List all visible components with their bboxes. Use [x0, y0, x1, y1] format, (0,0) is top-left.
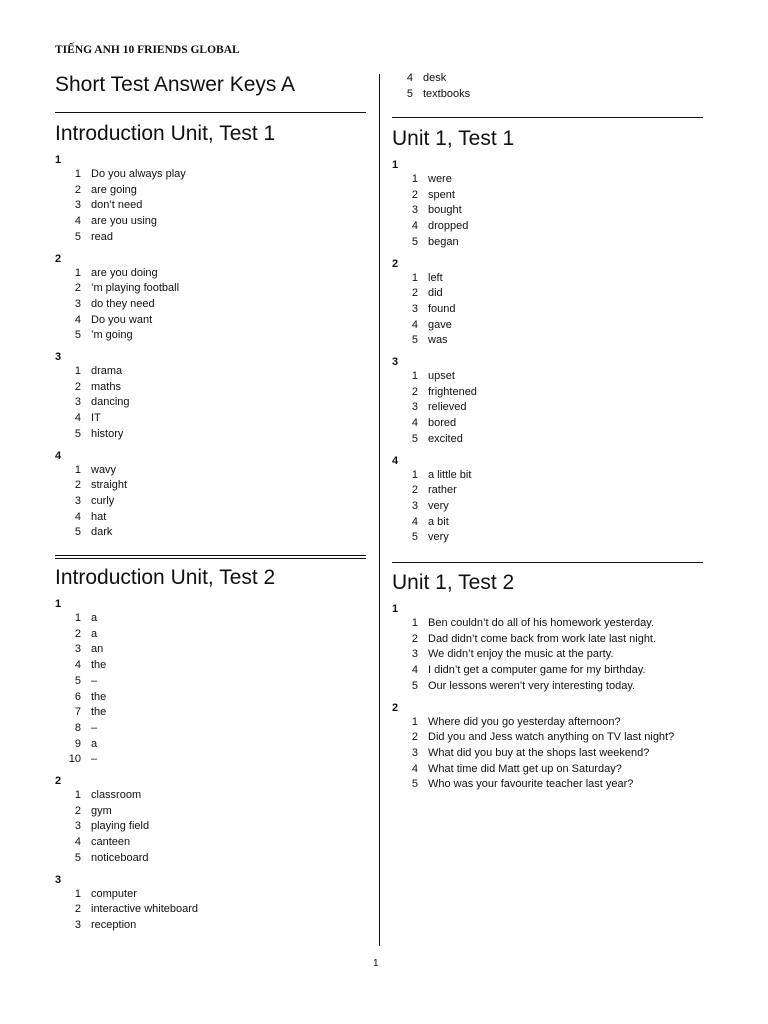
- answer-number: 3: [411, 499, 418, 512]
- answer-item: [392, 762, 674, 778]
- answer-item: [392, 515, 514, 531]
- answer-number: 4: [74, 836, 81, 849]
- answer-item: [392, 416, 514, 432]
- answer-item: [55, 752, 275, 768]
- answer-number: 8: [74, 721, 81, 734]
- answer-text: relieved: [428, 401, 467, 414]
- answer-text: drama: [91, 365, 123, 378]
- answer-text: curly: [91, 494, 115, 507]
- answer-text: maths: [91, 380, 121, 393]
- answer-item: [392, 468, 514, 484]
- answer-item: [55, 737, 275, 753]
- answer-number: 5: [74, 526, 81, 539]
- exercise-number: 1: [392, 603, 399, 615]
- exercise-number: 4: [55, 449, 62, 462]
- answer-number: 3: [74, 820, 81, 833]
- exercise-group: [55, 774, 275, 867]
- answer-item: [392, 302, 514, 318]
- running-header: TIẾNG ANH 10 FRIENDS GLOBAL: [55, 44, 240, 56]
- answer-number: 4: [74, 313, 81, 326]
- exercise-number: 1: [55, 154, 62, 166]
- answer-item: [55, 214, 275, 230]
- answer-item: [392, 203, 514, 219]
- exercise-group: [55, 153, 275, 246]
- answer-item: [55, 525, 275, 541]
- answer-text: textbooks: [423, 87, 471, 100]
- answer-text: ’m playing football: [91, 282, 180, 295]
- answer-item: [55, 183, 275, 199]
- answer-number: 3: [74, 918, 81, 931]
- answer-item: [55, 313, 275, 329]
- answer-item: [392, 746, 674, 762]
- answer-text: noticeboard: [91, 851, 149, 864]
- answer-number: 1: [411, 271, 418, 284]
- answer-text: dancing: [91, 396, 130, 409]
- answer-item: [55, 478, 275, 494]
- answer-number: 1: [74, 168, 81, 180]
- section-divider-rule: [55, 555, 366, 559]
- answer-text: an: [91, 643, 104, 656]
- answer-item: [55, 266, 275, 282]
- answer-item: [55, 819, 275, 835]
- answer-item: [55, 427, 275, 443]
- answer-item: [55, 887, 275, 903]
- exercise-number: 1: [392, 159, 399, 171]
- exercise-group: [392, 158, 514, 251]
- exercise-group: [392, 257, 514, 350]
- answer-number: 1: [74, 266, 81, 279]
- answer-text: Ben couldn’t do all of his homework yesterday.: [428, 617, 655, 629]
- answer-number: 5: [411, 334, 418, 347]
- answer-text: –: [91, 674, 98, 687]
- answer-number: 2: [74, 627, 81, 640]
- answer-text: do they need: [91, 297, 155, 310]
- answer-text: Did you and Jess watch anything on TV last night?: [428, 731, 675, 744]
- answer-number: 4: [411, 417, 418, 430]
- answer-item: [392, 632, 674, 648]
- answer-item: [55, 788, 275, 804]
- answer-item: [55, 463, 275, 479]
- answer-item: [392, 271, 514, 287]
- answer-item: [392, 219, 514, 235]
- exercise-group: [55, 252, 275, 345]
- answer-number: 3: [74, 297, 81, 310]
- exercise-group: [392, 454, 514, 547]
- exercise-number: 3: [392, 356, 399, 369]
- answer-text: dark: [91, 526, 113, 539]
- answer-text: gave: [428, 318, 452, 331]
- exercise-number: 2: [55, 775, 62, 788]
- answer-text: classroom: [91, 789, 142, 802]
- answer-text: playing field: [91, 820, 150, 833]
- answer-item: [55, 851, 275, 867]
- answer-item: [392, 188, 514, 204]
- answer-text: Who was your favourite teacher last year?: [428, 778, 634, 791]
- page-number: 1: [373, 958, 379, 969]
- answer-item: [55, 642, 275, 658]
- answer-text: a: [91, 737, 98, 750]
- answer-number: 3: [411, 401, 418, 414]
- answer-number: 6: [74, 690, 81, 703]
- exercise-group: [392, 355, 514, 448]
- answer-number: 1: [74, 612, 81, 624]
- exercise-number: 2: [392, 701, 399, 714]
- answer-text: I didn’t get a computer game for my birthday.: [428, 664, 646, 677]
- answer-text: gym: [91, 804, 112, 817]
- answer-number: 4: [74, 659, 81, 672]
- answer-number: 4: [74, 412, 81, 425]
- answer-number: 4: [411, 515, 418, 528]
- answer-number: 4: [74, 215, 81, 228]
- answer-text: desk: [423, 72, 447, 84]
- answer-text: Do you always play: [91, 168, 186, 180]
- document-title: Short Test Answer Keys A: [55, 73, 296, 96]
- answer-number: 2: [411, 632, 418, 645]
- answer-number: 1: [74, 463, 81, 476]
- answer-item: [392, 235, 514, 251]
- answer-item: [392, 715, 674, 731]
- answer-text: read: [91, 230, 114, 243]
- answer-number: 5: [74, 427, 81, 440]
- answer-item: [392, 483, 514, 499]
- answer-text: interactive whiteboard: [91, 903, 199, 916]
- answer-item: [387, 87, 470, 103]
- answer-text: canteen: [91, 836, 131, 849]
- answer-text: a: [91, 627, 98, 640]
- answer-text: bought: [428, 204, 462, 217]
- answer-text: a: [91, 612, 98, 624]
- answer-item: [55, 167, 275, 183]
- exercise-number: 3: [55, 351, 62, 364]
- answer-number: 10: [68, 753, 81, 766]
- section-divider-rule-right: [392, 562, 703, 563]
- exercise-number: 4: [392, 454, 399, 467]
- section-title: Unit 1, Test 1: [392, 127, 515, 150]
- answer-text: the: [91, 706, 107, 719]
- answer-text: Our lessons weren’t very interesting today.: [428, 679, 636, 692]
- answer-text: don’t need: [91, 199, 143, 212]
- answer-number: 2: [74, 903, 81, 916]
- answer-text: a little bit: [428, 468, 472, 481]
- answer-text: found: [428, 302, 456, 315]
- answer-number: 4: [411, 664, 418, 677]
- answer-item: [55, 510, 275, 526]
- answer-text: Dad didn’t come back from work late last night.: [428, 632, 657, 645]
- answer-number: 4: [411, 318, 418, 331]
- answer-text: a bit: [428, 515, 449, 528]
- answer-text: dropped: [428, 220, 469, 233]
- answer-item: [392, 730, 674, 746]
- answer-item: [55, 198, 275, 214]
- answer-item: [392, 172, 514, 188]
- exercise-group: [55, 597, 275, 768]
- answer-number: 1: [74, 887, 81, 900]
- answer-text: –: [91, 721, 98, 734]
- answer-text: Where did you go yesterday afternoon?: [428, 715, 621, 728]
- answer-text: very: [428, 499, 449, 512]
- answer-text: are going: [91, 183, 137, 196]
- answer-item: [55, 328, 275, 344]
- answer-text: Do you want: [91, 313, 153, 326]
- answer-item: [55, 395, 275, 411]
- answer-item: [392, 432, 514, 448]
- answer-item: [55, 918, 275, 934]
- answer-number: 4: [406, 72, 413, 84]
- answer-item: [392, 616, 674, 632]
- answer-item: [392, 530, 514, 546]
- answer-item: [392, 647, 674, 663]
- answer-text: began: [428, 235, 459, 248]
- answer-text: upset: [428, 370, 455, 383]
- answer-item: [55, 627, 275, 643]
- answer-text: spent: [428, 188, 455, 201]
- title-rule: [55, 112, 366, 113]
- answer-number: 2: [411, 484, 418, 497]
- exercise-number: 2: [55, 252, 62, 265]
- answer-text: were: [428, 173, 452, 185]
- answer-text: IT: [91, 412, 101, 425]
- answer-item: [392, 333, 514, 349]
- answer-text: –: [91, 753, 98, 766]
- answer-number: 2: [411, 731, 418, 744]
- answer-number: 2: [74, 380, 81, 393]
- answer-item: [392, 369, 514, 385]
- answer-item: [392, 499, 514, 515]
- answer-item: [55, 835, 275, 851]
- section-intro-test-1: [55, 121, 275, 541]
- answer-number: 2: [411, 385, 418, 398]
- answer-item: [392, 400, 514, 416]
- answer-text: left: [428, 271, 443, 284]
- answer-text: the: [91, 659, 107, 672]
- answer-number: 2: [411, 188, 418, 201]
- exercise-number: 2: [392, 257, 399, 270]
- answer-item: [392, 318, 514, 334]
- answer-number: 3: [74, 199, 81, 212]
- answer-text: We didn’t enjoy the music at the party.: [428, 648, 614, 661]
- answer-item: [392, 777, 674, 793]
- answer-number: 5: [406, 87, 413, 100]
- answer-item: [392, 663, 674, 679]
- section-unit1-test-1: [392, 126, 514, 546]
- answer-text: the: [91, 690, 107, 703]
- answer-number: 3: [411, 204, 418, 217]
- answer-item: [55, 411, 275, 427]
- answer-item: [55, 364, 275, 380]
- answer-item: [55, 721, 275, 737]
- answer-text: did: [428, 287, 443, 300]
- answer-number: 4: [411, 220, 418, 233]
- answer-number: 3: [74, 643, 81, 656]
- column-divider: [379, 74, 380, 946]
- answer-text: straight: [91, 479, 128, 492]
- answer-item: [387, 71, 470, 87]
- section-title: Unit 1, Test 2: [392, 571, 515, 594]
- answer-number: 9: [74, 737, 81, 750]
- answer-number: 5: [74, 329, 81, 342]
- answer-text: bored: [428, 417, 457, 430]
- answer-number: 5: [411, 778, 418, 791]
- answer-item: [55, 804, 275, 820]
- answer-text: What did you buy at the shops last weekend?: [428, 746, 650, 759]
- answer-text: ’m going: [91, 329, 133, 342]
- exercise-number: 3: [55, 873, 62, 886]
- answer-number: 5: [411, 679, 418, 692]
- answer-item: [55, 674, 275, 690]
- section-unit1-test-2: [392, 570, 674, 793]
- answer-text: frightened: [428, 385, 477, 398]
- answer-text: computer: [91, 887, 137, 900]
- answer-number: 1: [411, 617, 418, 629]
- answer-number: 4: [411, 762, 418, 775]
- answer-item: [392, 385, 514, 401]
- section-intro-test-2: [55, 565, 275, 934]
- exercise-group: [55, 350, 275, 443]
- answer-number: 1: [411, 370, 418, 383]
- answer-number: 1: [411, 173, 418, 185]
- answer-number: 5: [74, 851, 81, 864]
- answer-number: 5: [411, 531, 418, 544]
- answer-number: 4: [74, 510, 81, 523]
- answer-number: 1: [74, 789, 81, 802]
- answer-item: [55, 230, 275, 246]
- answer-number: 2: [411, 287, 418, 300]
- answer-number: 3: [74, 396, 81, 409]
- answer-item: [55, 658, 275, 674]
- answer-number: 3: [411, 648, 418, 661]
- answer-text: was: [428, 334, 448, 347]
- answer-number: 3: [411, 302, 418, 315]
- answer-item: [55, 705, 275, 721]
- answer-item: [392, 286, 514, 302]
- answer-number: 7: [74, 706, 81, 719]
- answer-number: 1: [74, 365, 81, 378]
- answer-text: are you doing: [91, 266, 158, 279]
- answer-text: hat: [91, 510, 107, 523]
- answer-number: 3: [74, 494, 81, 507]
- answer-text: are you using: [91, 215, 158, 228]
- exercise-group: [392, 602, 674, 695]
- exercise-group: [55, 873, 275, 934]
- answer-item: [55, 297, 275, 313]
- answer-number: 5: [74, 674, 81, 687]
- answer-number: 2: [74, 282, 81, 295]
- answer-number: 3: [411, 746, 418, 759]
- answer-number: 1: [411, 715, 418, 728]
- answer-text: What time did Matt get up on Saturday?: [428, 762, 622, 775]
- continued-list: [387, 71, 470, 102]
- answer-text: history: [91, 427, 124, 440]
- answer-item: [55, 281, 275, 297]
- answer-text: rather: [428, 484, 457, 497]
- column-top-rule: [392, 117, 703, 118]
- answer-number: 5: [411, 432, 418, 445]
- answer-item: [55, 902, 275, 918]
- section-title: Introduction Unit, Test 2: [55, 566, 276, 589]
- answer-number: 2: [74, 804, 81, 817]
- answer-number: 2: [74, 479, 81, 492]
- answer-item: [55, 494, 275, 510]
- answer-text: wavy: [91, 463, 117, 476]
- exercise-number: 1: [55, 598, 62, 610]
- answer-text: excited: [428, 432, 463, 445]
- answer-number: 1: [411, 468, 418, 481]
- answer-item: [392, 679, 674, 695]
- answer-number: 2: [74, 183, 81, 196]
- answer-item: [55, 380, 275, 396]
- answer-number: 5: [74, 230, 81, 243]
- answer-number: 5: [411, 235, 418, 248]
- answer-text: very: [428, 531, 449, 544]
- exercise-group: [55, 449, 275, 542]
- exercise-group: [392, 701, 674, 794]
- answer-item: [55, 690, 275, 706]
- answer-text: reception: [91, 918, 137, 931]
- section-title: Introduction Unit, Test 1: [55, 122, 276, 145]
- answer-item: [55, 611, 275, 627]
